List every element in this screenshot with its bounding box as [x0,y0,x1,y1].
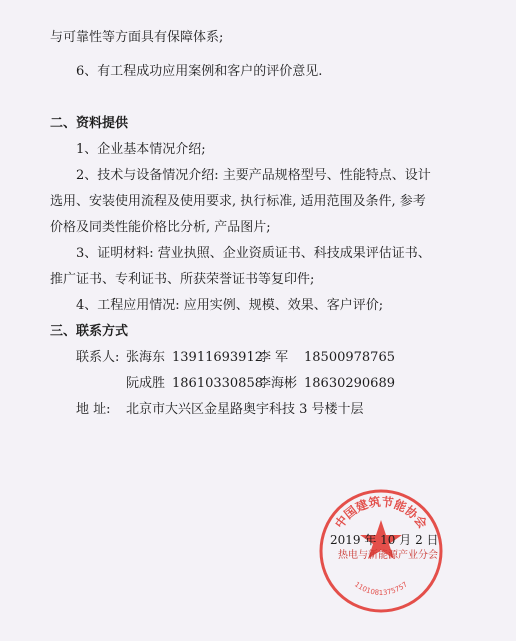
address-value: 北京市大兴区金星路奥宇科技 3 号楼十层 [126,402,364,417]
list-item: 3、证明材料: 营业执照、企业资质证书、科技成果评估证书、 [76,246,431,261]
document-date: 2019 年 10 月 2 日 [330,533,439,547]
list-item: 1、企业基本情况介绍; [76,142,206,157]
section-heading: 三、联系方式 [50,324,129,339]
seal-bottom-text: 热电与新能源产业分会 [338,550,438,561]
contact-phone: 18610330858 [172,376,263,391]
list-item: 2、技术与设备情况介绍: 主要产品规格型号、性能特点、设计 [76,168,431,183]
contacts-label: 联系人: [76,350,120,365]
address-label: 地 址: [76,402,111,417]
list-item-continuation: 选用、安装使用流程及使用要求, 执行标准, 适用范围及条件, 参考 [50,194,426,209]
contact-phone: 18500978765 [304,350,395,365]
list-item: 6、有工程成功应用案例和客户的评价意见. [76,64,323,79]
contact-name: 李海彬 [258,376,298,391]
seal-top-text: 中国建筑节能协会 [332,494,430,531]
list-item-continuation: 价格及同类性能价格比分析, 产品图片; [50,220,271,235]
seal-number: 1101081375757 [352,580,410,597]
list-item-continuation: 推广证书、专利证书、所获荣誉证书等复印件; [50,272,315,287]
list-item: 4、工程应用情况: 应用实例、规模、效果、客户评价; [76,298,384,313]
contact-name: 阮成胜 [126,376,166,391]
contact-name: 张海东 [126,350,166,365]
svg-text:1101081375757 [353,580,409,596]
section-heading: 二、资料提供 [50,116,129,131]
contact-phone: 13911693912 [172,350,263,365]
contact-name: 李 军 [258,350,289,365]
text-line: 与可靠性等方面具有保障体系; [50,30,224,45]
contact-phone: 18630290689 [304,376,395,391]
